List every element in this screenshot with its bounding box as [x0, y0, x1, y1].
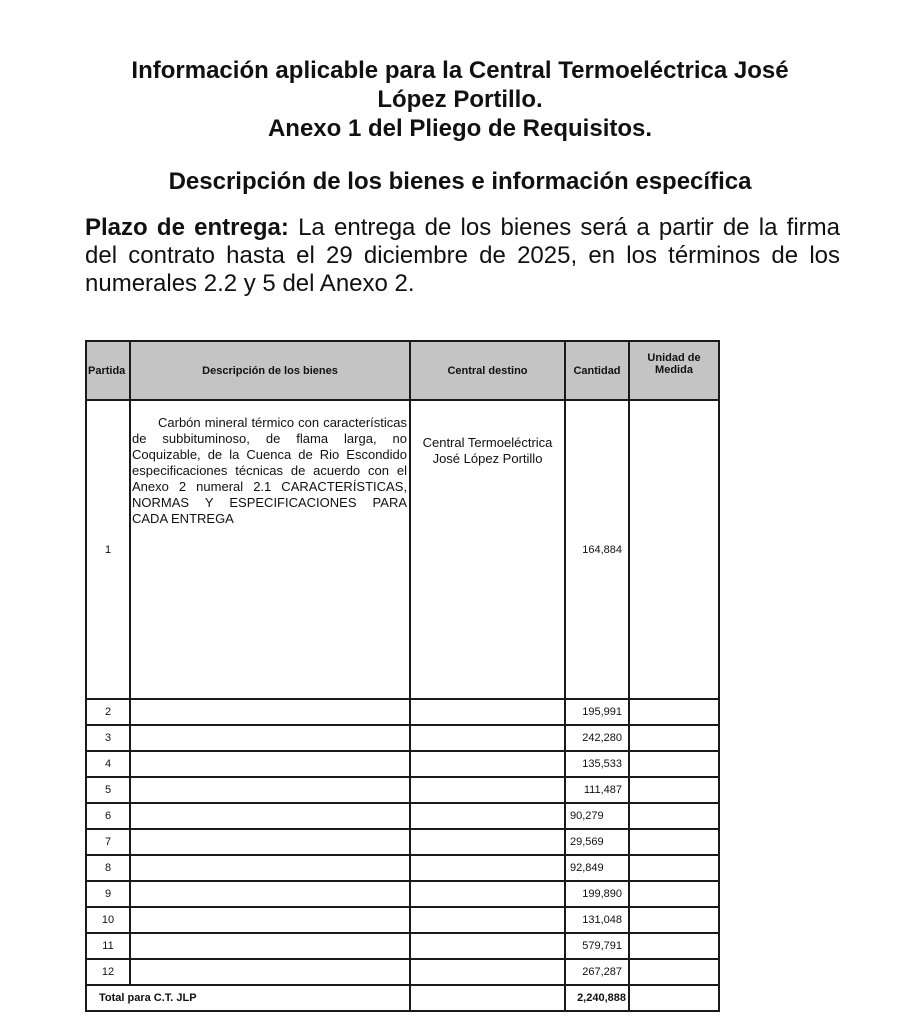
header-descripcion: Descripción de los bienes	[130, 341, 410, 400]
cell-descripcion	[130, 751, 410, 777]
table-row	[86, 777, 719, 803]
total-label: Total para C.T. JLP	[86, 985, 410, 1011]
cell-central-destino	[410, 829, 565, 855]
cell-cantidad: 111,487	[565, 777, 629, 803]
cell-central-destino	[410, 725, 565, 751]
cell-cantidad: 92,849	[565, 855, 629, 881]
cell-descripcion	[130, 959, 410, 985]
total-cantidad: 2,240,888	[565, 985, 629, 1011]
cell-central-destino	[410, 803, 565, 829]
cell-unidad	[629, 725, 719, 751]
cell-descripcion	[130, 777, 410, 803]
table-row	[86, 751, 719, 777]
cell-descripcion	[130, 829, 410, 855]
cell-cantidad: 135,533	[565, 751, 629, 777]
cell-partida: 6	[86, 803, 130, 829]
cell-central-destino	[410, 751, 565, 777]
cell-descripcion-text: Carbón mineral térmico con características de subbituminoso, de flama larga, no Coquizable, de la Cuenca de Rio Escondido especificaciones técnicas de acuerdo con el Anexo 2 numeral 2.1 CARACTERÍSTICAS, NORMAS Y ESPECIFICACIONES PARA CADA ENTREGA	[132, 415, 407, 526]
goods-table	[85, 340, 720, 1012]
cell-descripcion	[130, 881, 410, 907]
table-row	[86, 725, 719, 751]
header-cantidad: Cantidad	[565, 341, 629, 400]
table-row	[86, 959, 719, 985]
cell-partida: 9	[86, 881, 130, 907]
cell-cantidad: 131,048	[565, 907, 629, 933]
cell-central-destino	[410, 699, 565, 725]
document-title	[60, 56, 860, 143]
cell-descripcion	[130, 855, 410, 881]
cell-descripcion	[130, 803, 410, 829]
cell-partida: 12	[86, 959, 130, 985]
cell-cantidad: 199,890	[565, 881, 629, 907]
table-row	[86, 933, 719, 959]
cell-central-destino	[410, 855, 565, 881]
cell-unidad	[629, 777, 719, 803]
cell-partida: 7	[86, 829, 130, 855]
cell-cantidad: 29,569	[565, 829, 629, 855]
cell-unidad	[629, 751, 719, 777]
cell-cantidad: 164,884	[565, 400, 629, 699]
cell-unidad	[629, 855, 719, 881]
table-row	[86, 829, 719, 855]
cell-partida: 1	[86, 400, 130, 699]
cell-cantidad: 90,279	[565, 803, 629, 829]
cell-partida: 8	[86, 855, 130, 881]
cell-descripcion	[130, 699, 410, 725]
delivery-term-text: La entrega de los bienes será a partir de la firma del contrato hasta el 29 diciembre de 2025, en los términos de los numerales 2.2 y 5 del Anexo 2.	[85, 214, 840, 297]
cell-partida: 11	[86, 933, 130, 959]
total-central-destino	[410, 985, 565, 1011]
header-central-destino: Central destino	[410, 341, 565, 400]
header-unidad-medida	[629, 341, 719, 400]
cell-partida: 10	[86, 907, 130, 933]
table-row	[86, 855, 719, 881]
table-header-row	[86, 341, 719, 400]
header-partida: Partida	[86, 341, 130, 400]
cell-partida: 4	[86, 751, 130, 777]
header-unidad-medida-label: Unidad de Medida	[647, 351, 701, 376]
cell-cantidad: 267,287	[565, 959, 629, 985]
cell-unidad	[629, 907, 719, 933]
cell-partida: 2	[86, 699, 130, 725]
cell-central-destino	[410, 881, 565, 907]
total-unidad	[629, 985, 719, 1011]
table-row	[86, 803, 719, 829]
title-line-3: Anexo 1 del Pliego de Requisitos.	[267, 115, 653, 142]
cell-partida: 5	[86, 777, 130, 803]
cell-partida: 3	[86, 725, 130, 751]
cell-descripcion	[130, 907, 410, 933]
cell-central-destino	[410, 907, 565, 933]
cell-unidad	[629, 829, 719, 855]
title-line-1: Información aplicable para la Central Termoeléctrica José	[131, 57, 789, 84]
cell-unidad	[629, 881, 719, 907]
table-row	[86, 907, 719, 933]
cell-unidad	[629, 803, 719, 829]
delivery-term-label: Plazo de entrega:	[85, 214, 289, 241]
section-subtitle: Descripción de los bienes e información específica	[168, 168, 752, 195]
table-row	[86, 699, 719, 725]
delivery-term-paragraph	[85, 214, 840, 298]
cell-descripcion	[130, 400, 410, 699]
cell-central-destino	[410, 933, 565, 959]
cell-central-destino: Central Termoeléctrica José López Portillo	[410, 400, 565, 699]
cell-unidad	[629, 933, 719, 959]
cell-central-destino	[410, 777, 565, 803]
total-row	[86, 985, 719, 1011]
cell-central-destino	[410, 959, 565, 985]
cell-unidad	[629, 959, 719, 985]
cell-cantidad: 242,280	[565, 725, 629, 751]
cell-cantidad: 579,791	[565, 933, 629, 959]
table-row	[86, 400, 719, 699]
cell-descripcion	[130, 725, 410, 751]
table-row	[86, 881, 719, 907]
cell-unidad	[629, 699, 719, 725]
cell-descripcion	[130, 933, 410, 959]
cell-cantidad: 195,991	[565, 699, 629, 725]
title-line-2: López Portillo.	[377, 86, 543, 113]
cell-unidad	[629, 400, 719, 699]
